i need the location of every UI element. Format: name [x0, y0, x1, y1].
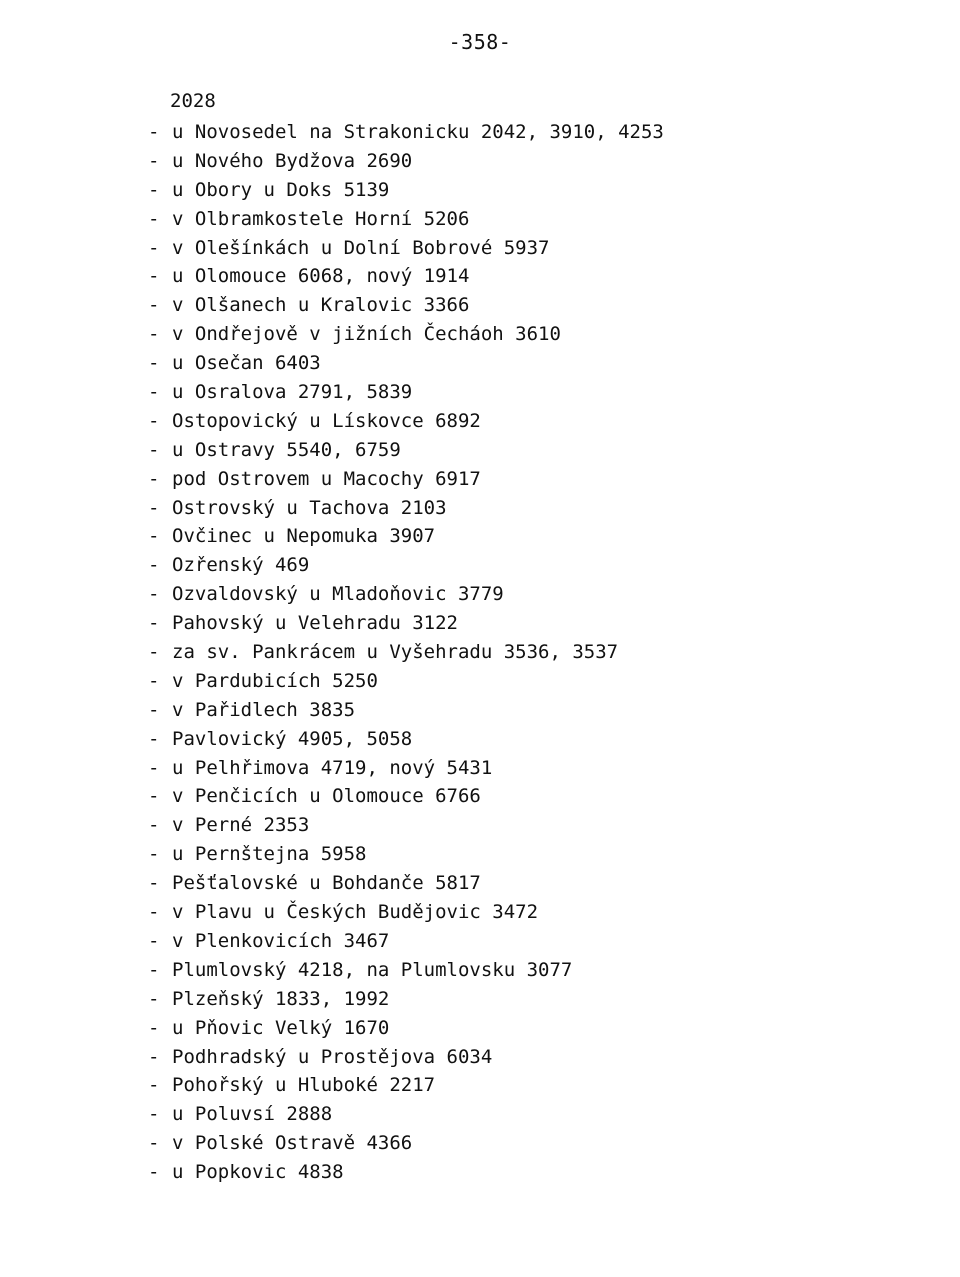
entry-text: v Ondřejově v jižních Čecháoh 3610: [172, 323, 561, 346]
entry-text: v Pardubicích 5250: [172, 669, 378, 692]
entry-text: Ozvaldovský u Mladoňovic 3779: [172, 583, 504, 606]
entry-text: u Osralova 2791, 5839: [172, 381, 413, 404]
index-entry: - u Poluvsí 2888: [148, 1100, 664, 1129]
entry-text: Podhradský u Prostějova 6034: [172, 1045, 493, 1068]
index-entry: - Plzeňský 1833, 1992: [148, 985, 664, 1014]
index-entry: - Ostopovický u Lískovce 6892: [148, 407, 664, 436]
index-entry: - u Novosedel na Strakonicku 2042, 3910, 4253: [148, 118, 664, 147]
index-entry: - v Plenkovicích 3467: [148, 927, 664, 956]
entry-text: v Polské Ostravě 4366: [172, 1132, 413, 1155]
entry-text: Pešťalovské u Bohdanče 5817: [172, 872, 481, 895]
index-entry: - v Penčicích u Olomouce 6766: [148, 782, 664, 811]
index-entry: - v Pardubicích 5250: [148, 667, 664, 696]
entry-text: u Pňovic Velký 1670: [172, 1016, 390, 1039]
index-entry: - Ozřenský 469: [148, 551, 664, 580]
entry-text: Ostrovský u Tachova 2103: [172, 496, 447, 519]
index-entry: - u Pernštejna 5958: [148, 840, 664, 869]
entry-text: Pahovský u Velehradu 3122: [172, 612, 458, 635]
index-entry: - Pavlovický 4905, 5058: [148, 725, 664, 754]
entry-text: Plumlovský 4218, na Plumlovsku 3077: [172, 958, 573, 981]
entry-text: u Pelhřimova 4719, nový 5431: [172, 756, 493, 779]
index-entry: - Pohořský u Hluboké 2217: [148, 1071, 664, 1100]
index-entry: - v Polské Ostravě 4366: [148, 1129, 664, 1158]
index-entry: - za sv. Pankrácem u Vyšehradu 3536, 3537: [148, 638, 664, 667]
index-entry: - v Olbramkostele Horní 5206: [148, 205, 664, 234]
index-entry: - v Plavu u Českých Budějovic 3472: [148, 898, 664, 927]
index-entry: - u Popkovic 4838: [148, 1158, 664, 1187]
index-entry: - pod Ostrovem u Macochy 6917: [148, 465, 664, 494]
entry-text: u Osečan 6403: [172, 352, 321, 375]
entry-text: u Ostravy 5540, 6759: [172, 438, 401, 461]
entry-text: u Nového Bydžova 2690: [172, 149, 413, 172]
page-number: -358-: [448, 30, 512, 54]
index-entry: - Ozvaldovský u Mladoňovic 3779: [148, 580, 664, 609]
index-entry: - Ovčinec u Nepomuka 3907: [148, 522, 664, 551]
index-entry: - Podhradský u Prostějova 6034: [148, 1043, 664, 1072]
index-entry: - v Perné 2353: [148, 811, 664, 840]
entry-text: za sv. Pankrácem u Vyšehradu 3536, 3537: [172, 641, 619, 664]
entry-text: Ozřenský 469: [172, 554, 310, 577]
index-entry: - u Obory u Doks 5139: [148, 176, 664, 205]
index-entry: - u Olomouce 6068, nový 1914: [148, 262, 664, 291]
index-entry: - Ostrovský u Tachova 2103: [148, 494, 664, 523]
index-entry: - v Ondřejově v jižních Čecháoh 3610: [148, 320, 664, 349]
entry-text: v Perné 2353: [172, 814, 310, 837]
index-entry: - v Olešínkách u Dolní Bobrové 5937: [148, 234, 664, 263]
entry-text: u Pernštejna 5958: [172, 843, 367, 866]
entry-text: v Olbramkostele Horní 5206: [172, 207, 470, 230]
entry-text: v Olšanech u Kralovic 3366: [172, 294, 470, 317]
entry-text: u Popkovic 4838: [172, 1161, 344, 1184]
entry-text: u Novosedel na Strakonicku 2042, 3910, 4253: [172, 121, 664, 143]
index-entry: - Pešťalovské u Bohdanče 5817: [148, 869, 664, 898]
continuation-number: 2028: [170, 90, 216, 112]
entry-text: Plzeňský 1833, 1992: [172, 987, 390, 1010]
index-entry: - u Osralova 2791, 5839: [148, 378, 664, 407]
entry-text: v Plenkovicích 3467: [172, 929, 390, 952]
entry-text: v Penčicích u Olomouce 6766: [172, 785, 481, 808]
index-entry: - u Ostravy 5540, 6759: [148, 436, 664, 465]
index-entries: [148, 118, 664, 1187]
entry-text: u Poluvsí 2888: [172, 1103, 333, 1126]
index-entry: - v Pařidlech 3835: [148, 696, 664, 725]
index-entry: - Plumlovský 4218, na Plumlovsku 3077: [148, 956, 664, 985]
index-entry: - u Nového Bydžova 2690: [148, 147, 664, 176]
entry-text: pod Ostrovem u Macochy 6917: [172, 467, 481, 490]
index-entry: - u Pňovic Velký 1670: [148, 1014, 664, 1043]
entry-text: Ovčinec u Nepomuka 3907: [172, 525, 436, 548]
entry-text: Pohořský u Hluboké 2217: [172, 1074, 436, 1097]
entry-text: v Pařidlech 3835: [172, 698, 356, 721]
entry-text: v Plavu u Českých Budějovic 3472: [172, 901, 539, 924]
entry-text: u Obory u Doks 5139: [172, 178, 390, 201]
entry-text: Ostopovický u Lískovce 6892: [172, 409, 481, 432]
entry-text: v Olešínkách u Dolní Bobrové 5937: [172, 236, 550, 259]
entry-text: u Olomouce 6068, nový 1914: [172, 265, 470, 288]
entry-text: Pavlovický 4905, 5058: [172, 727, 413, 750]
index-entry: - Pahovský u Velehradu 3122: [148, 609, 664, 638]
index-entry: - u Pelhřimova 4719, nový 5431: [148, 754, 664, 783]
index-entry: - u Osečan 6403: [148, 349, 664, 378]
index-entry: - v Olšanech u Kralovic 3366: [148, 291, 664, 320]
